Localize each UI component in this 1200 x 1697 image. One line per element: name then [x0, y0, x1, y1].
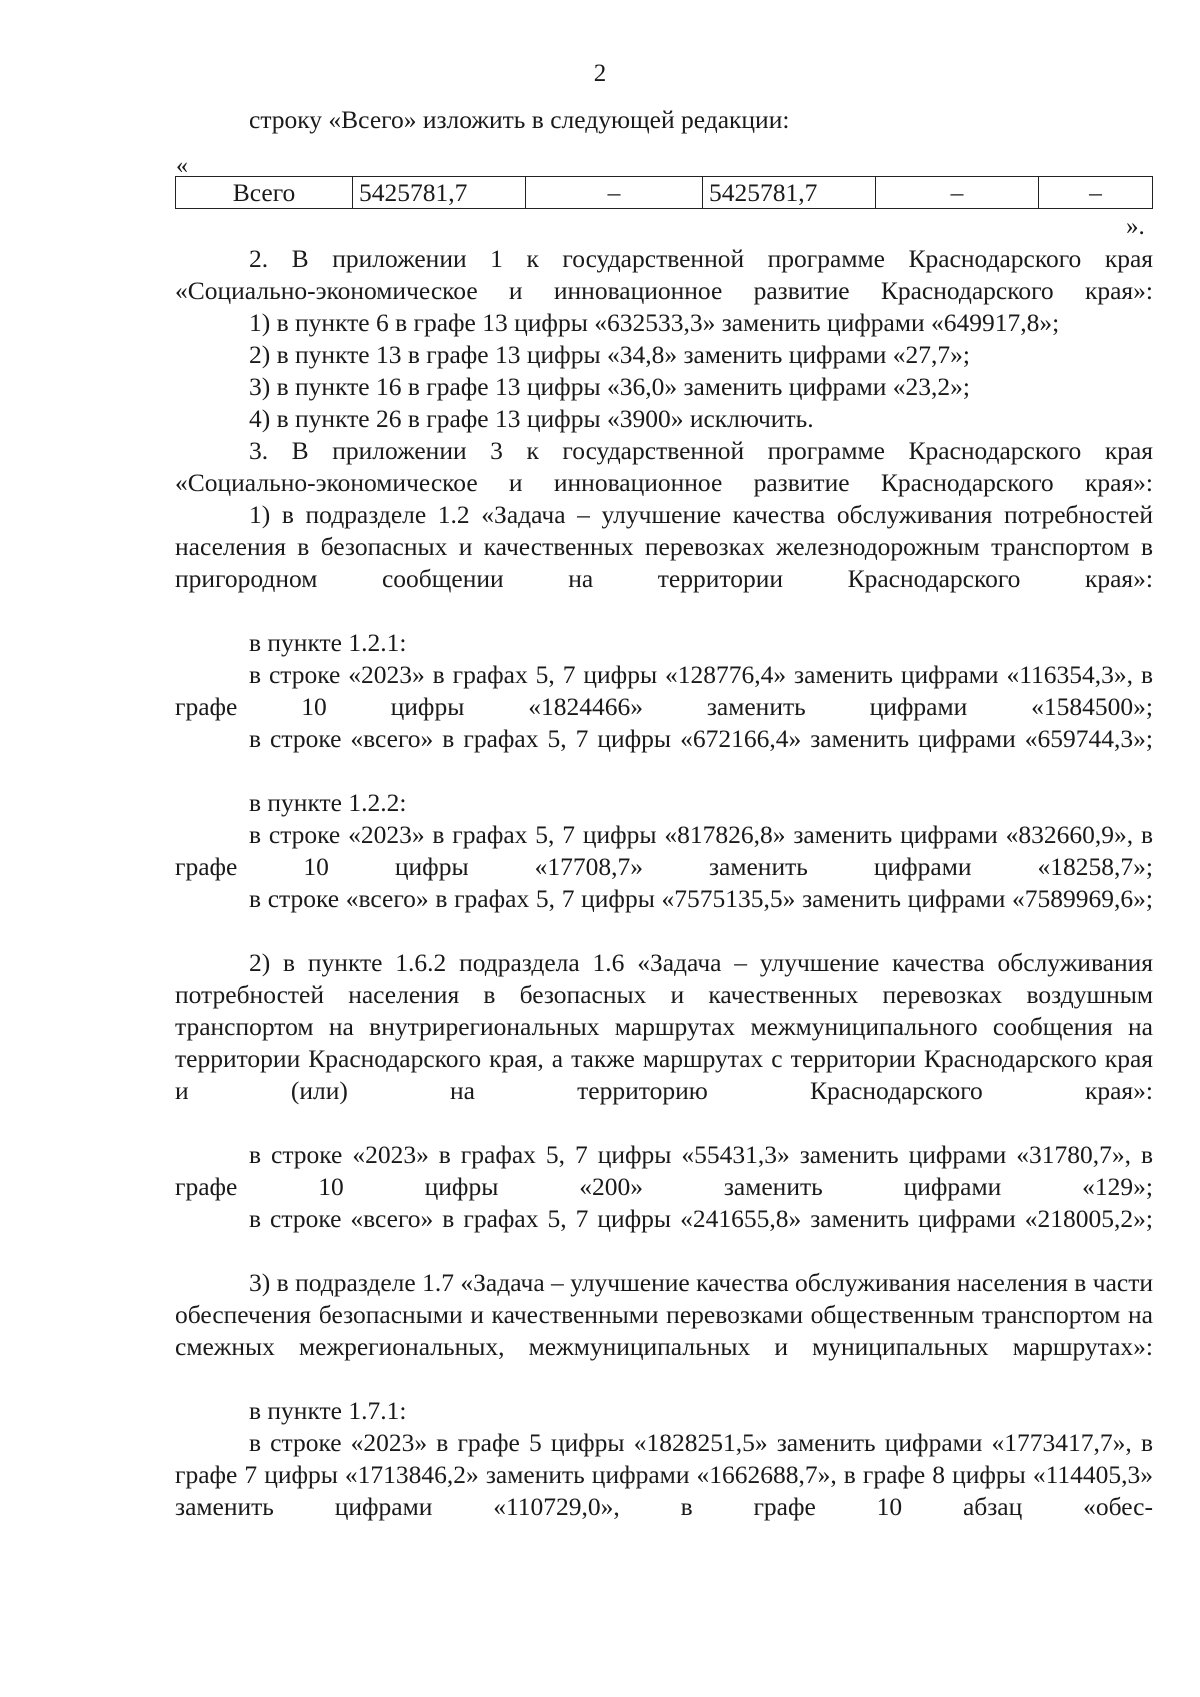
paragraph: 1) в пункте 6 в графе 13 цифры «632533,3» заменить цифрами «649917,8»;: [249, 308, 1060, 337]
dash-cell: –: [1039, 177, 1153, 209]
paragraph: 3) в подразделе 1.7 «Задача – улучшение качества обслуживания населения в части обеспечения безопасными и качественными перевозками общественным транспортом на смежных межрегиональных, межмуниципальных и муниципальных маршрутах»:: [175, 1268, 1153, 1361]
page-number: 2: [593, 60, 607, 87]
dash-cell: –: [876, 177, 1039, 209]
paragraph: в пункте 1.7.1:: [249, 1396, 407, 1425]
paragraph: в строке «2023» в графах 5, 7 цифры «55431,3» заменить цифрами «31780,7», в графе 10 цифры «200» заменить цифрами «129»;: [175, 1140, 1153, 1201]
paragraph: 2) в пункте 1.6.2 подраздела 1.6 «Задача – улучшение качества обслуживания потребностей населения в безопасных и качественных перевозках воздушным транспортом на внутрирегиональных маршрутах межмуниципального сообщения на территории Краснодарского края, а также маршрутах с территории Краснодарского края и (или) на территорию Краснодарского края»:: [175, 948, 1153, 1105]
paragraph: в строке «2023» в графе 5 цифры «1828251,5» заменить цифрами «1773417,7», в графе 7 цифры «1713846,2» заменить цифрами «1662688,7», в графе 8 цифры «114405,3» заменить цифрами «110729,0», в графе 10 абзац «обес-: [175, 1428, 1153, 1521]
intro-line: строку «Всего» изложить в следующей редакции:: [249, 105, 790, 134]
paragraph: 3. В приложении 3 к государственной программе Краснодарского края «Социально-экономическое и инновационное развитие Краснодарского края»:: [175, 436, 1153, 497]
paragraph: 4) в пункте 26 в графе 13 цифры «3900» исключить.: [249, 404, 814, 433]
paragraph: 2) в пункте 13 в графе 13 цифры «34,8» заменить цифрами «27,7»;: [249, 340, 970, 369]
paragraph: 1) в подразделе 1.2 «Задача – улучшение качества обслуживания потребностей населения в безопасных и качественных перевозках железнодорожным транспортом в пригородном сообщении на территории Краснодарского края»:: [175, 500, 1153, 593]
dash-cell: –: [526, 177, 703, 209]
paragraph: 3) в пункте 16 в графе 13 цифры «36,0» заменить цифрами «23,2»;: [249, 372, 970, 401]
paragraph: 2. В приложении 1 к государственной программе Краснодарского края «Социально-экономическое и инновационное развитие Краснодарского края»:: [175, 244, 1153, 305]
paragraph: в строке «всего» в графах 5, 7 цифры «241655,8» заменить цифрами «218005,2»;: [249, 1204, 1153, 1233]
closing-quote: ».: [1126, 213, 1145, 240]
table-row: [176, 177, 1153, 209]
paragraph: в пункте 1.2.2:: [249, 788, 407, 817]
paragraph: в пункте 1.2.1:: [249, 628, 407, 657]
opening-quote: «: [176, 153, 188, 179]
total-label-cell: Всего: [176, 177, 353, 209]
total-row-table: [175, 176, 1153, 209]
paragraph: в строке «2023» в графах 5, 7 цифры «128776,4» заменить цифрами «116354,3», в графе 10 цифры «1824466» заменить цифрами «1584500»;: [175, 660, 1153, 721]
total-value-cell: 5425781,7: [353, 177, 526, 209]
total-value-cell: 5425781,7: [703, 177, 876, 209]
paragraph: в строке «всего» в графах 5, 7 цифры «672166,4» заменить цифрами «659744,3»;: [249, 724, 1153, 753]
paragraph: в строке «всего» в графах 5, 7 цифры «7575135,5» заменить цифрами «7589969,6»;: [249, 884, 1153, 913]
paragraph: в строке «2023» в графах 5, 7 цифры «817826,8» заменить цифрами «832660,9», в графе 10 цифры «17708,7» заменить цифрами «18258,7»;: [175, 820, 1153, 881]
